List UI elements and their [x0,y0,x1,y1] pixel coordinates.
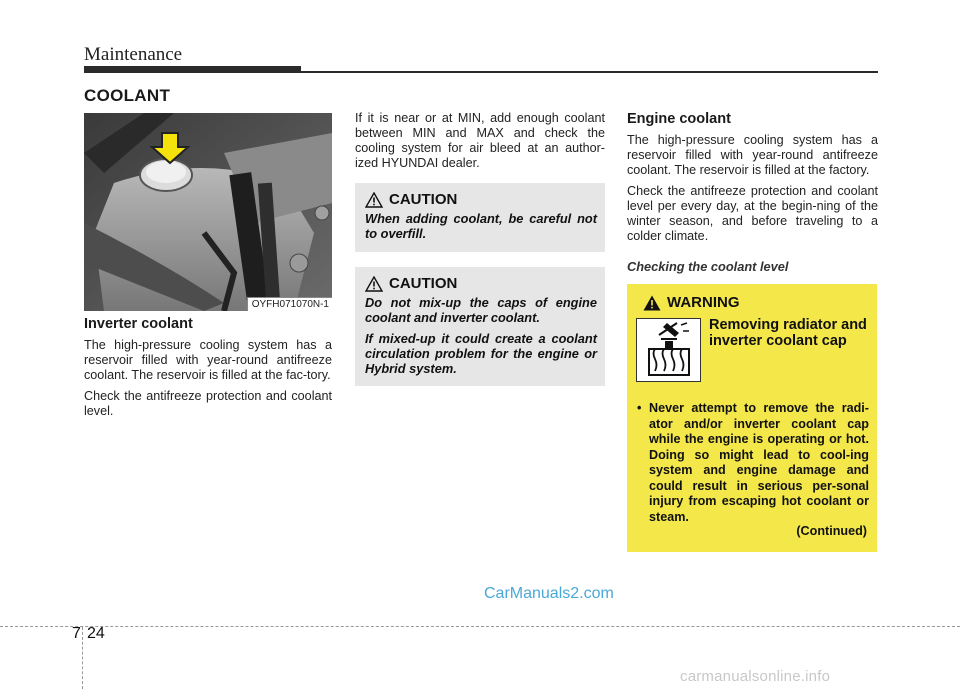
footer-site-watermark: carmanualsonline.info [680,668,831,685]
engine-para-1: The high-pressure cooling system has a reservoir filled with year-round antifreeze coolant. The reservoir is filled at the factory. [627,133,878,177]
caution-header [365,191,597,208]
middle-paragraph [355,111,605,177]
hot-coolant-cap-icon [636,318,701,382]
caution-header [365,275,597,292]
caution-box-2 [355,267,605,386]
min-max-paragraph: If it is near or at MIN, add enough coolant between MIN and MAX and check the cooling system for air bleed at an author-ized HYUNDAI dealer. [355,111,605,170]
bullet: • [637,401,642,415]
photo-label: OYFH071070N-1 [247,297,332,311]
caution-text [365,295,597,376]
header-rule [84,71,878,73]
inverter-coolant-heading: Inverter coolant [84,316,193,332]
warning-triangle-icon [365,276,383,292]
warning-bullet-text: Never attempt to remove the radi-ator and/or inverter coolant cap while the engine is operating or hot. Doing so might lead to cool-ing system and engine damage and could result in serious per-sonal injury from escaping hot coolant or steam. [649,401,869,524]
page-chapter-number: 7 [72,625,81,642]
watermark-link[interactable]: CarManuals2.com [484,585,614,602]
inverter-para-2: Check the antifreeze protection and coolant level. [84,389,332,418]
caution-title: CAUTION [389,191,458,208]
engine-para-2: Check the antifreeze protection and coolant level per every day, at the begin-ning of the winter season, and before traveling to a colder climate. [627,184,878,243]
engine-coolant-text [627,133,878,250]
footer-divider [82,627,83,689]
caution-1-text: When adding coolant, be careful not to overfill. [365,211,597,241]
checking-coolant-heading: Checking the coolant level [627,259,789,274]
engine-bay-illustration [84,113,332,311]
caution-title: CAUTION [389,275,458,292]
warning-subtitle: Removing radiator and inverter coolant cap [709,317,867,349]
chapter-title: Maintenance [84,44,183,65]
inverter-para-1: The high-pressure cooling system has a reservoir filled with year-round antifreeze coolant. The reservoir is filled at the fac-tory. [84,338,332,382]
caution-text [365,211,597,241]
footer-rule [0,626,960,627]
warning-title: WARNING [667,294,740,311]
warning-header [643,294,740,311]
page-number: 24 [87,625,105,642]
section-title: COOLANT [84,86,171,105]
continued-label: (Continued) [796,524,867,538]
warning-triangle-icon [643,295,661,311]
warning-text [637,401,869,525]
caution-box-1 [355,183,605,252]
warning-box [627,284,877,552]
caution-2-text-2: If mixed-up it could create a coolant circulation problem for the engine or Hybrid system. [365,331,597,376]
engine-coolant-heading: Engine coolant [627,111,731,127]
caution-2-text-1: Do not mix-up the caps of engine coolant and inverter coolant. [365,295,597,325]
engine-bay-photo [84,113,332,311]
inverter-coolant-text [84,338,332,425]
warning-triangle-icon [365,192,383,208]
